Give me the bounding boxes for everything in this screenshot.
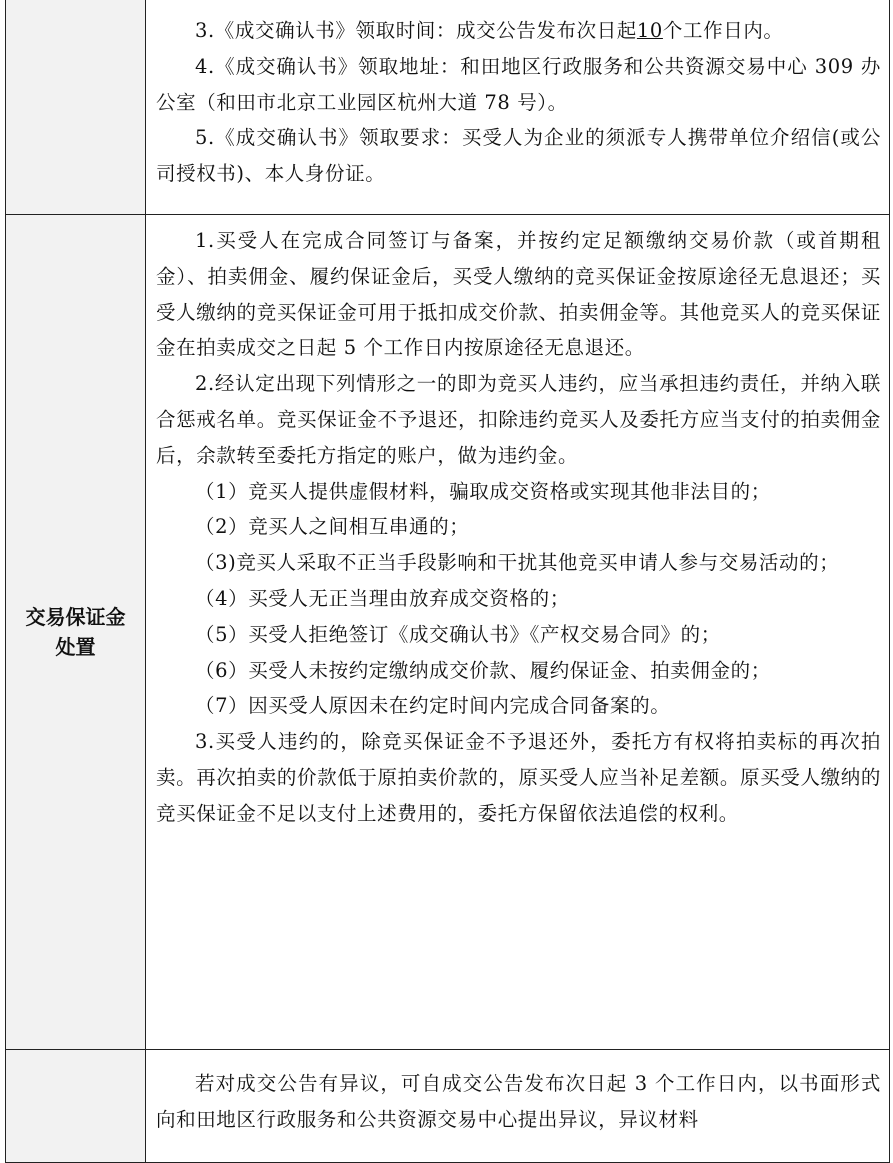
paragraph-objection: 若对成交公告有异议，可自成交公告发布次日起 3 个工作日内，以书面形式向和田地区行政服务和公共资源交易中心提出异议，异议材料 <box>156 1072 881 1131</box>
paragraph-collect-time <box>156 13 881 49</box>
row-label-line: 处置 <box>55 635 96 659</box>
list-item: （2）竞买人之间相互串通的； <box>195 515 470 539</box>
table-row-objection <box>6 1049 889 1162</box>
list-item: （3)竞买人采取不正当手段影响和干扰其他竞买申请人参与交易活动的； <box>195 551 840 575</box>
underlined-number: 10 <box>636 19 663 42</box>
paragraph-default-definition: 2.经认定出现下列情形之一的即为竞买人违约，应当承担违约责任，并纳入联合惩戒名单。竞买保证金不予退还，扣除违约竞买人及委托方应当支付的拍卖佣金后，余款转至委托方指定的账户，做为违约金。 <box>156 372 881 467</box>
paragraph-re-auction: 3.买受人违约的，除竞买保证金不予退还外，委托方有权将拍卖标的再次拍卖。再次拍卖的价款低于原拍卖价款的，原买受人应当补足差额。原买受人缴纳的竞买保证金不足以支付上述费用的，委托方保留依法追偿的权利。 <box>156 730 881 825</box>
paragraph-text: 个工作日内。 <box>662 19 784 42</box>
row-content-cell <box>146 215 889 1049</box>
table-row-confirmation <box>6 0 889 214</box>
paragraph-text: 3.《成交确认书》领取时间：成交公告发布次日起 <box>195 19 637 42</box>
list-item: （7）因买受人原因未在约定时间内完成合同备案的。 <box>195 694 671 718</box>
paragraph-collect-address: 4.《成交确认书》领取地址：和田地区行政服务和公共资源交易中心 309 办公室（和田市北京工业园区杭州大道 78 号）。 <box>156 54 881 114</box>
row-content-cell <box>146 0 889 214</box>
row-label-cell <box>6 215 146 1049</box>
row-label-line: 交易保证金 <box>25 605 126 629</box>
row-label-cell <box>6 1050 146 1162</box>
list-item: （4）买受人无正当理由放弃成交资格的； <box>195 586 570 610</box>
paragraph-collect-requirements: 5.《成交确认书》领取要求：买受人为企业的须派专人携带单位介绍信(或公司授权书)、本人身份证。 <box>156 126 881 186</box>
row-label-cell <box>6 0 146 214</box>
list-item: （5）买受人拒绝签订《成交确认书》《产权交易合同》的； <box>195 622 721 646</box>
row-label <box>26 602 126 662</box>
document-table <box>5 0 890 1163</box>
list-item: （6）买受人未按约定缴纳成交价款、履约保证金、拍卖佣金的； <box>195 658 771 682</box>
list-item: （1）竞买人提供虚假材料，骗取成交资格或实现其他非法目的； <box>195 479 771 503</box>
table-row-deposit-handling <box>6 214 889 1049</box>
row-content-cell <box>146 1050 889 1162</box>
paragraph-deposit-refund: 1.买受人在完成合同签订与备案，并按约定足额缴纳交易价款（或首期租金）、拍卖佣金、履约保证金后，买受人缴纳的竞买保证金按原途径无息退还；买受人缴纳的竞买保证金可用于抵扣成交价款、拍卖佣金等。其他竞买人的竞买保证金在拍卖成交之日起 5 个工作日内按原途径无息退还。 <box>156 229 881 360</box>
